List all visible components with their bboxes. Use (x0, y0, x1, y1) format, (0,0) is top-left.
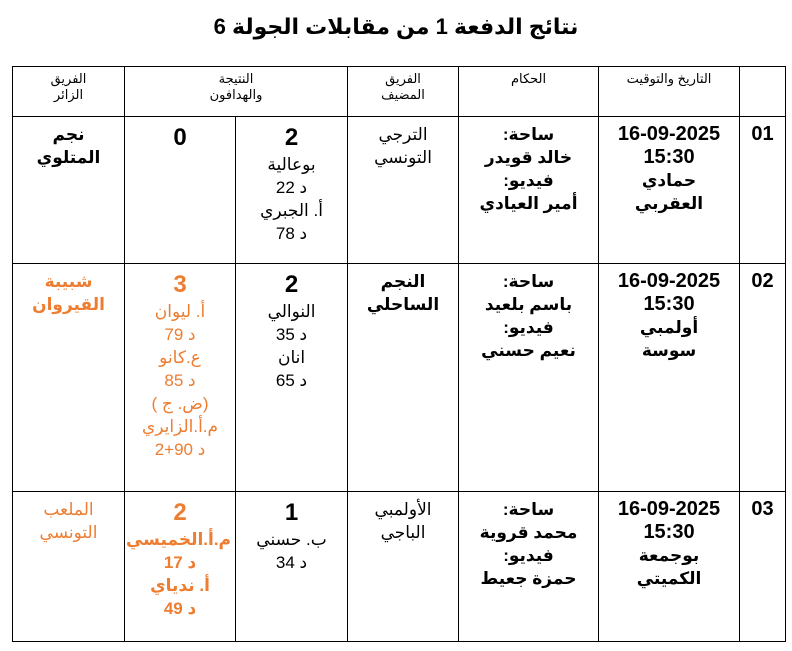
scorer: د 65 (275, 371, 308, 390)
scorer: أ. ليوان (154, 302, 206, 321)
home-team: النجم الساحلي (348, 264, 459, 492)
away-team: نجم المتلوي (13, 117, 125, 264)
scorer: د 85 (164, 371, 196, 390)
scorer: د 35 (275, 325, 308, 344)
home-score-cell (236, 264, 348, 492)
match-number: 02 (740, 264, 786, 492)
page-title: نتائج الدفعة 1 من مقابلات الجولة 6 (213, 14, 579, 39)
match-number: 03 (740, 492, 786, 642)
table-header-row (13, 67, 786, 117)
header-referees: الحكام (459, 67, 599, 117)
scorer: (ض. ج ) (151, 394, 209, 413)
away-team: الملعب التونسي (13, 492, 125, 642)
results-table (12, 66, 786, 642)
scorer: م.أ.الزايري (141, 417, 219, 436)
match-referees: ساحة: باسم بلعيد فيديو: نعيم حسني (459, 264, 599, 492)
scorer: د 90+2 (154, 440, 206, 459)
away-score-cell (125, 264, 236, 492)
away-score-cell (125, 117, 236, 264)
home-score: 2 (284, 124, 299, 151)
scorer: بوعالية (267, 155, 316, 174)
header-away-team: الفريق الزائر (13, 67, 125, 117)
match-number: 01 (740, 117, 786, 264)
home-score: 1 (284, 499, 299, 526)
home-team: الترجي التونسي (348, 117, 459, 264)
home-score-cell (236, 492, 348, 642)
table-row (13, 492, 786, 642)
scorer: د 34 (275, 553, 308, 572)
match-referees: ساحة: خالد قويدر فيديو: أمير العيادي (459, 117, 599, 264)
scorer: ب. حسني (256, 530, 327, 549)
scorer: د 49 (163, 599, 197, 618)
scorer: د 17 (163, 553, 197, 572)
match-referees: ساحة: محمد قروية فيديو: حمزة جعيط (459, 492, 599, 642)
scorer: د 78 (275, 224, 308, 243)
scorer: النوالي (267, 302, 316, 321)
header-score: النتيجة والهدافون (125, 67, 348, 117)
table-row (13, 264, 786, 492)
scorer: د 79 (164, 325, 196, 344)
away-score: 2 (173, 499, 187, 526)
match-datetime: 16-09-2025 15:30 حمادي العقربي (599, 117, 740, 264)
away-team: شبيبة القيروان (13, 264, 125, 492)
away-score-cell (125, 492, 236, 642)
scorer: أ. الجبري (260, 201, 323, 220)
scorer: أ. ندياي (150, 576, 210, 595)
away-score: 0 (173, 124, 187, 151)
match-datetime: 16-09-2025 15:30 أولمبي سوسة (599, 264, 740, 492)
away-score: 3 (173, 271, 187, 298)
home-score: 2 (284, 271, 299, 298)
header-datetime: التاريخ والتوقيت (599, 67, 740, 117)
header-home-team: الفريق المضيف (348, 67, 459, 117)
match-datetime: 16-09-2025 15:30 بوجمعة الكميتي (599, 492, 740, 642)
scorer: د 22 (275, 178, 308, 197)
table-row (13, 117, 786, 264)
scorer: ع.كانو (159, 348, 201, 367)
home-team: الأولمبي الباجي (348, 492, 459, 642)
scorer: انان (277, 348, 306, 367)
home-score-cell (236, 117, 348, 264)
header-number (740, 67, 786, 117)
scorer: م.أ.الخميسي (125, 530, 232, 549)
